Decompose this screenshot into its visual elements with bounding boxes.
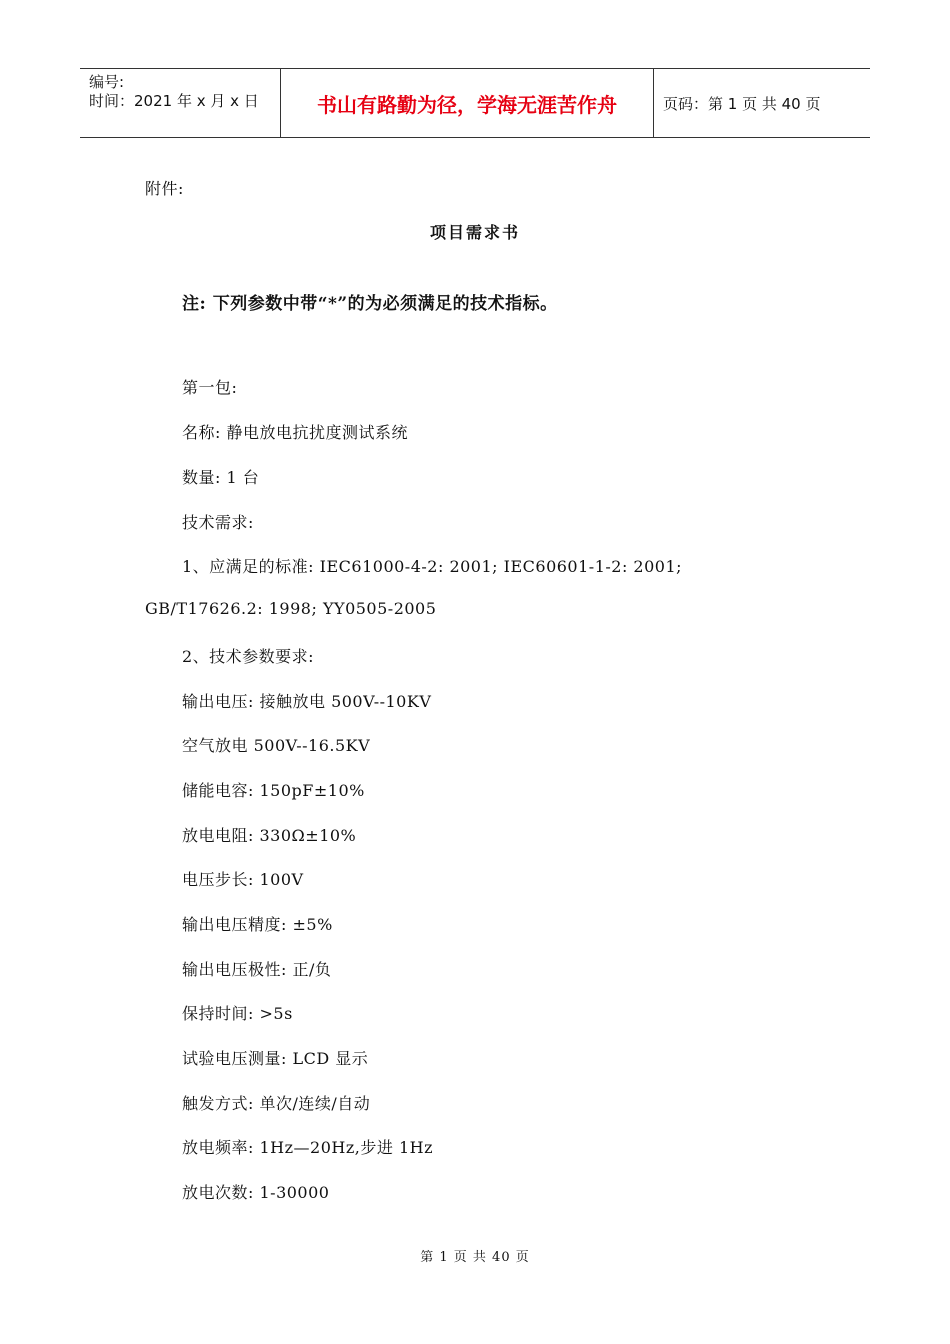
header-meta xyxy=(80,69,281,137)
body-line-params-heading: 2、技术参数要求: xyxy=(182,647,315,666)
body-line-tech-req: 技术需求: xyxy=(182,513,254,532)
header-page-info: 页码：第 1 页 共 40 页 xyxy=(663,94,821,113)
body-line-name: 名称: 静电放电抗扰度测试系统 xyxy=(182,423,408,442)
page-footer: 第 1 页 共 40 页 xyxy=(420,1250,530,1265)
body-line-measurement: 试验电压测量: LCD 显示 xyxy=(182,1049,369,1068)
page-header xyxy=(80,68,870,138)
body-line-frequency: 放电频率: 1Hz—20Hz,步进 1Hz xyxy=(182,1138,434,1157)
body-line-hold-time: 保持时间: >5s xyxy=(182,1004,293,1023)
body-line-trigger: 触发方式: 单次/连续/自动 xyxy=(182,1094,371,1113)
body-line-accuracy: 输出电压精度: ±5% xyxy=(182,915,333,934)
date-label: 时间：2021 年 x 月 x 日 xyxy=(89,92,259,110)
body-line-standards: 1、应满足的标准: IEC61000-4-2: 2001; IEC60601-1-2: 2001; xyxy=(182,557,683,576)
header-slogan: 书山有路勤为径，学海无涯苦作舟 xyxy=(281,69,654,137)
body-line-air-discharge: 空气放电 500V--16.5KV xyxy=(182,736,371,755)
number-label: 编号: xyxy=(89,73,125,91)
body-line-package: 第一包: xyxy=(182,378,238,397)
attachment-label: 附件: xyxy=(145,179,184,198)
body-line-polarity: 输出电压极性: 正/负 xyxy=(182,960,332,979)
body-line-voltage-step: 电压步长: 100V xyxy=(182,870,304,889)
body-line-quantity: 数量: 1 台 xyxy=(182,468,260,487)
note-text: 注: 下列参数中带“*”的为必须满足的技术指标。 xyxy=(182,294,558,314)
body-line-count: 放电次数: 1-30000 xyxy=(182,1183,330,1202)
document-title: 项目需求书 xyxy=(429,223,520,242)
body-line-resistance: 放电电阻: 330Ω±10% xyxy=(182,826,357,845)
body-line-standards-cont: GB/T17626.2: 1998; YY0505-2005 xyxy=(145,599,437,618)
body-line-capacitance: 储能电容: 150pF±10% xyxy=(182,781,365,800)
body-line-output-voltage: 输出电压: 接触放电 500V--10KV xyxy=(182,692,432,711)
